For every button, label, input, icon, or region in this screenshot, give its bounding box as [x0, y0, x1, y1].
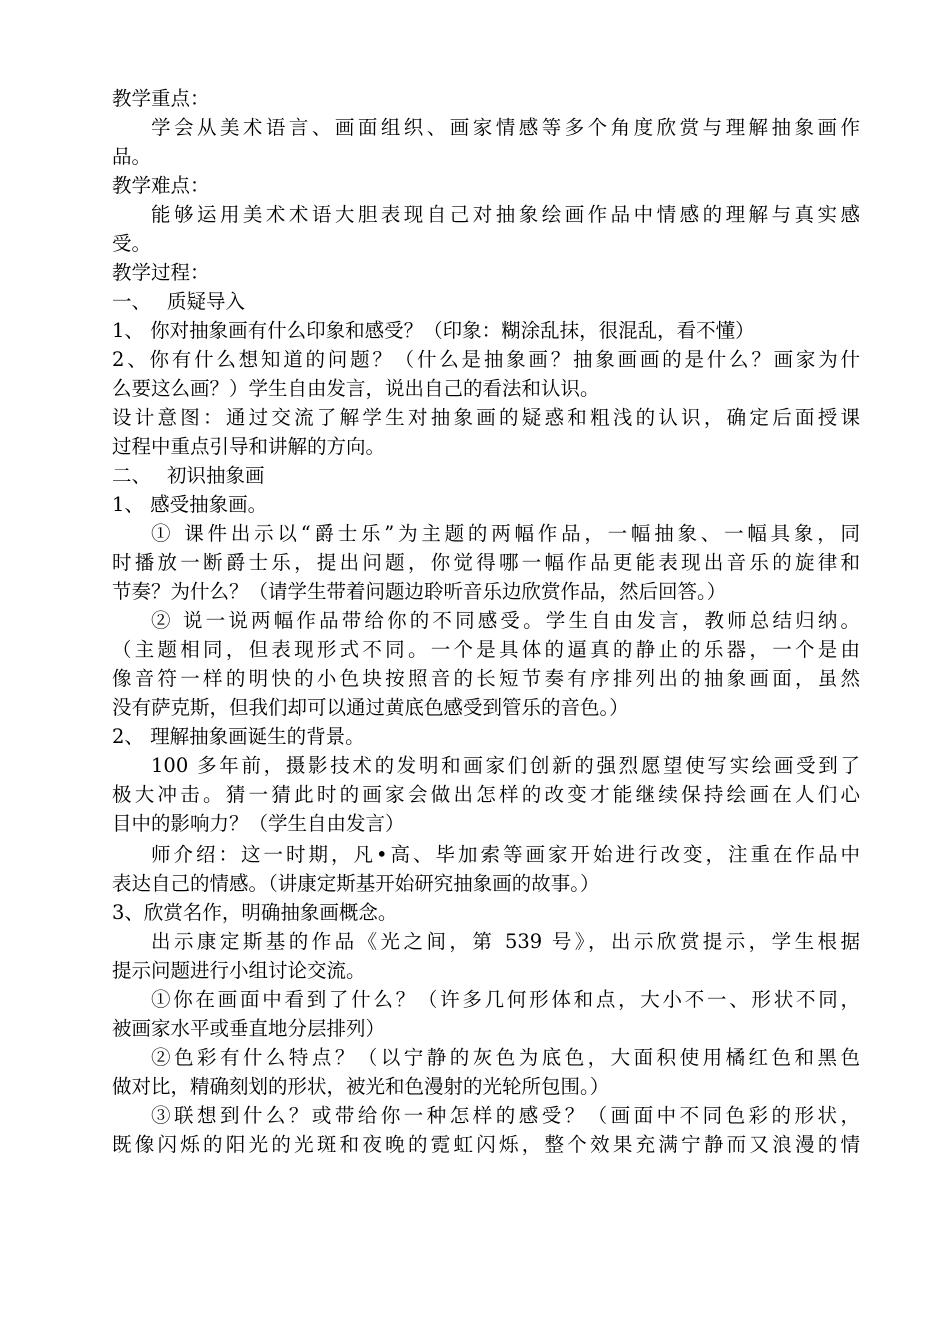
text-line: ③联想到什么？或带给你一种怎样的感受？（画面中不同色彩的形状，	[151, 1104, 860, 1127]
text-line: 过程中重点引导和讲解的方向。	[112, 435, 386, 458]
text-line: ①你在画面中看到了什么？（许多几何形体和点，大小不一、形状不同，	[151, 988, 860, 1011]
text-line: 出示康定斯基的作品《光之间，第 539 号》，出示欣赏提示，学生根据	[151, 930, 860, 953]
text-line: 被画家水平或垂直地分层排列）	[112, 1017, 386, 1040]
text-line: 目中的影响力？（学生自由发言）	[112, 812, 405, 835]
text-line: 节奏？为什么？（请学生带着问题边聆听音乐边欣赏作品，然后回答。）	[112, 580, 727, 603]
text-line: 一、 质疑导入	[112, 290, 245, 313]
text-line: 时播放一断爵士乐，提出问题，你觉得哪一幅作品更能表现出音乐的旋律和	[112, 551, 860, 574]
text-line: 100 多年前，摄影技术的发明和画家们创新的强烈愿望使写实绘画受到了	[151, 754, 860, 777]
text-line: 没有萨克斯，但我们却可以通过黄底色感受到管乐的音色。）	[112, 696, 629, 719]
text-line: 2、 理解抽象画诞生的背景。	[112, 725, 365, 748]
text-line: ② 说一说两幅作品带给你的不同感受。学生自由发言，教师总结归纳。	[151, 609, 860, 632]
text-line: 教学过程：	[112, 261, 210, 284]
text-line: 做对比，精确刻划的形状，被光和色漫射的光轮所包围。）	[112, 1075, 610, 1098]
text-line: 教学难点：	[112, 174, 210, 197]
text-line: 受。	[112, 232, 152, 255]
text-line: 1、 感受抽象画。	[112, 493, 268, 516]
text-line: （主题相同，但表现形式不同。一个是具体的逼真的静止的乐器，一个是由	[112, 638, 860, 661]
text-line: ②色彩有什么特点？（以宁静的灰色为底色，大面积使用橘红色和黑色	[151, 1046, 860, 1069]
text-line: 么要这么画？）学生自由发言，说出自己的看法和认识。	[112, 377, 600, 400]
text-line: 既像闪烁的阳光的光斑和夜晚的霓虹闪烁，整个效果充满宁静而又浪漫的情	[112, 1133, 860, 1156]
text-line: 1、 你对抽象画有什么印象和感受？（印象：糊涂乱抹，很混乱，看不懂）	[112, 319, 755, 342]
text-line: 极大冲击。猜一猜此时的画家会做出怎样的改变才能继续保持绘画在人们心	[112, 783, 860, 806]
text-line: 提示问题进行小组讨论交流。	[112, 959, 366, 982]
text-line: 师介绍：这一时期，凡•高、毕加索等画家开始进行改变，注重在作品中	[151, 843, 860, 866]
text-line: 教学重点：	[112, 87, 210, 110]
text-line: 3、欣赏名作，明确抽象画概念。	[112, 901, 398, 924]
text-line: 二、 初识抽象画	[112, 464, 265, 487]
document-page	[112, 84, 860, 1159]
text-line: 像音符一样的明快的小色块按照音的长短节奏有序排列出的抽象画面，虽然	[112, 667, 860, 690]
text-line: 表达自己的情感。（讲康定斯基开始研究抽象画的故事。）	[112, 872, 600, 895]
text-line: 学会从美术语言、画面组织、画家情感等多个角度欣赏与理解抽象画作	[151, 116, 860, 139]
text-line: 设计意图：通过交流了解学生对抽象画的疑惑和粗浅的认识，确定后面授课	[112, 406, 860, 429]
text-line: ① 课件出示以“爵士乐”为主题的两幅作品，一幅抽象、一幅具象，同	[151, 522, 860, 545]
text-line: 2、你有什么想知道的问题？（什么是抽象画？抽象画画的是什么？画家为什	[112, 348, 860, 371]
text-line: 能够运用美术术语大胆表现自己对抽象绘画作品中情感的理解与真实感	[151, 203, 860, 226]
text-line: 品。	[112, 145, 152, 168]
